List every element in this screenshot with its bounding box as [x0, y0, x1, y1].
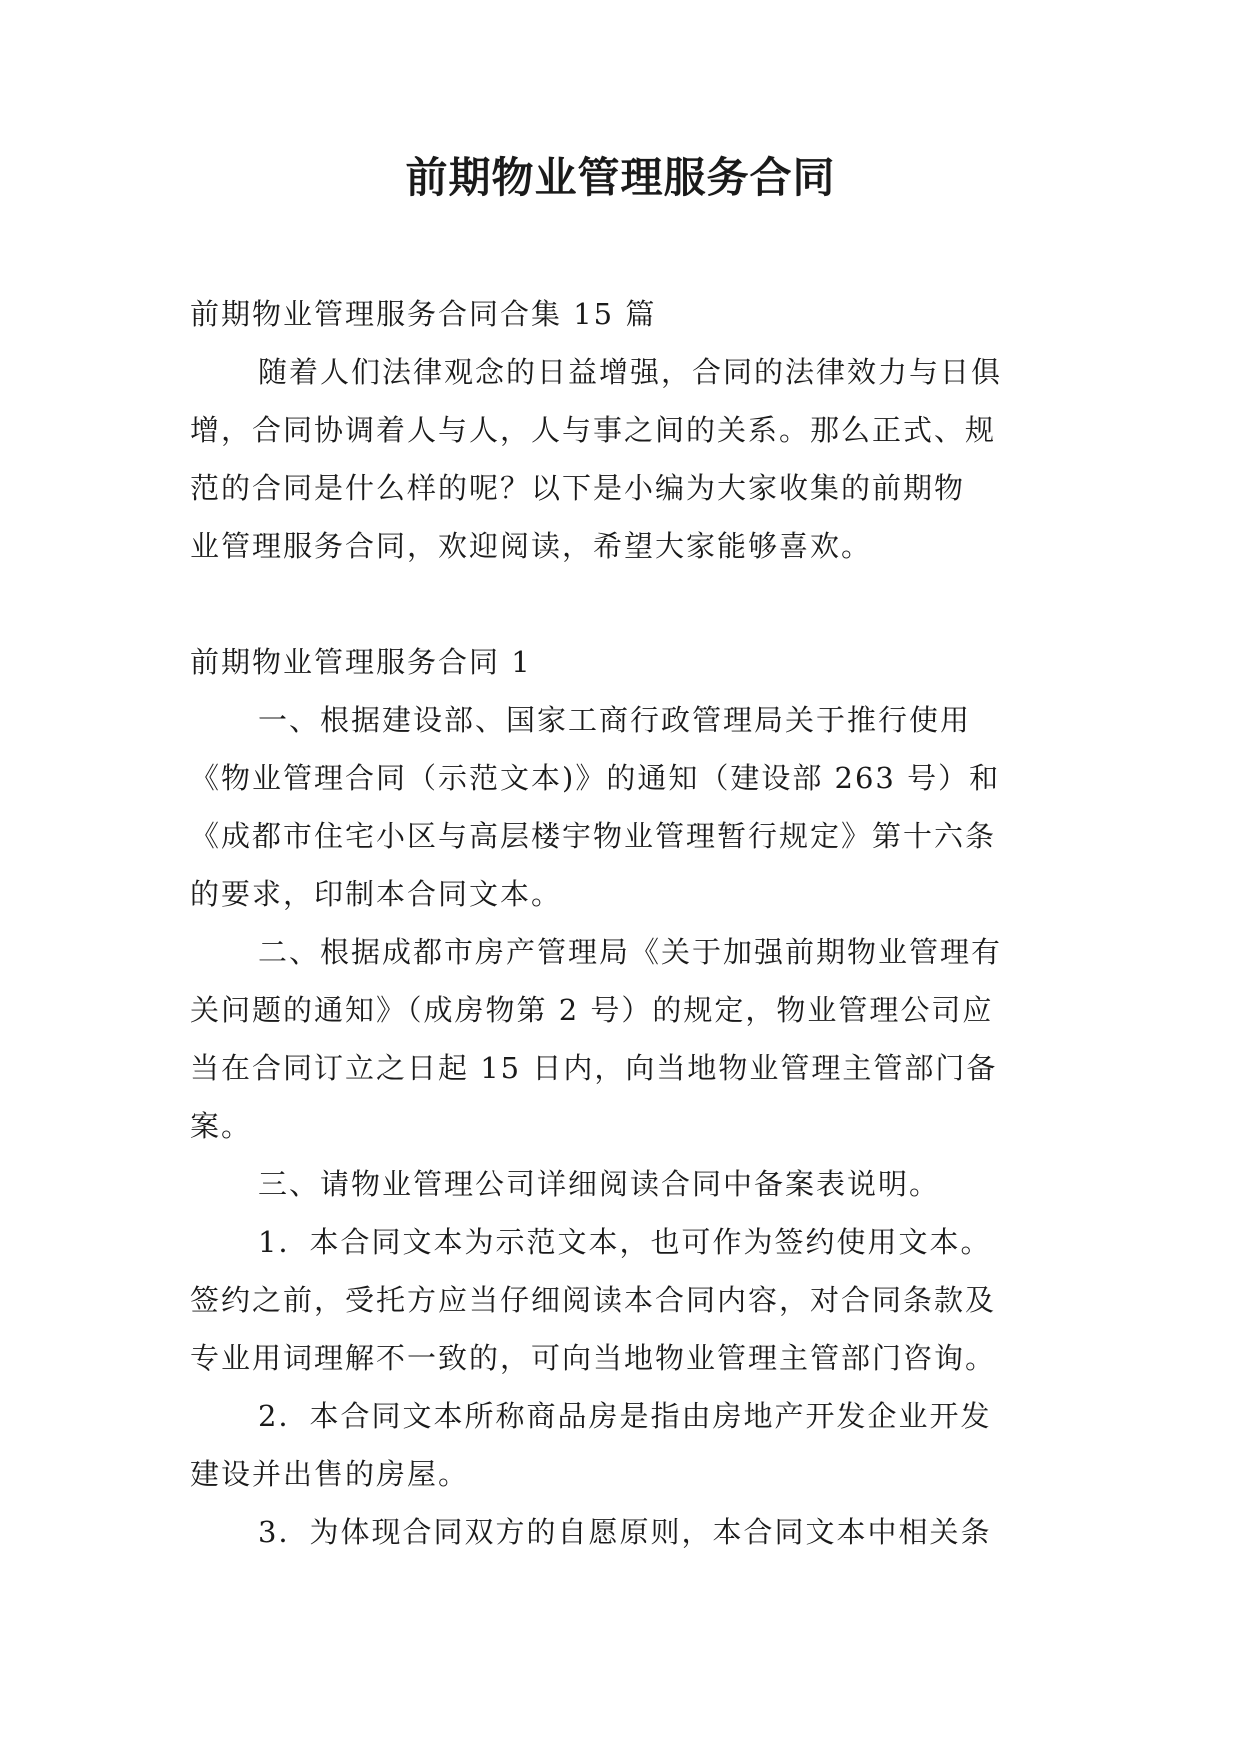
intro-line-4: 业管理服务合同，欢迎阅读，希望大家能够喜欢。 [190, 529, 873, 563]
item-2-line-2: 建设并出售的房屋。 [190, 1457, 470, 1491]
document-body [190, 285, 1060, 1561]
clause-1-line-3: 《成都市住宅小区与高层楼宇物业管理暂行规定》第十六条 [190, 819, 997, 853]
item-1-line-1: 1．本合同文本为示范文本，也可作为签约使用文本。 [258, 1225, 992, 1259]
item-3-line-1: 3．为体现合同双方的自愿原则，本合同文本中相关条 [258, 1515, 992, 1549]
item-1-line-2: 签约之前，受托方应当仔细阅读本合同内容，对合同条款及 [190, 1283, 997, 1317]
clause-2-line-4: 案。 [190, 1109, 253, 1143]
section-heading: 前期物业管理服务合同 1 [190, 645, 532, 679]
clause-1-line-1: 一、根据建设部、国家工商行政管理局关于推行使用 [258, 703, 972, 737]
item-2-line-1: 2．本合同文本所称商品房是指由房地产开发企业开发 [258, 1399, 992, 1433]
clause-2-line-3: 当在合同订立之日起 15 日内，向当地物业管理主管部门备 [190, 1051, 998, 1085]
clause-2-line-1: 二、根据成都市房产管理局《关于加强前期物业管理有 [258, 935, 1003, 969]
intro-line-1: 随着人们法律观念的日益增强，合同的法律效力与日俱 [258, 355, 1003, 389]
intro-line-2: 增，合同协调着人与人，人与事之间的关系。那么正式、规 [190, 413, 997, 447]
section-gap [190, 575, 1060, 633]
collection-heading: 前期物业管理服务合同合集 15 篇 [190, 297, 657, 331]
document-title: 前期物业管理服务合同 [405, 153, 836, 202]
item-1-line-3: 专业用词理解不一致的，可向当地物业管理主管部门咨询。 [190, 1341, 997, 1375]
clause-3-line-1: 三、请物业管理公司详细阅读合同中备案表说明。 [258, 1167, 941, 1201]
clause-2-line-2: 关问题的通知》（成房物第 2 号）的规定，物业管理公司应 [190, 993, 994, 1027]
clause-1-line-4: 的要求，印制本合同文本。 [190, 877, 563, 911]
clause-1-line-2: 《物业管理合同（示范文本)》的通知（建设部 263 号）和 [190, 761, 1001, 795]
intro-line-3: 范的合同是什么样的呢？以下是小编为大家收集的前期物 [190, 471, 966, 505]
